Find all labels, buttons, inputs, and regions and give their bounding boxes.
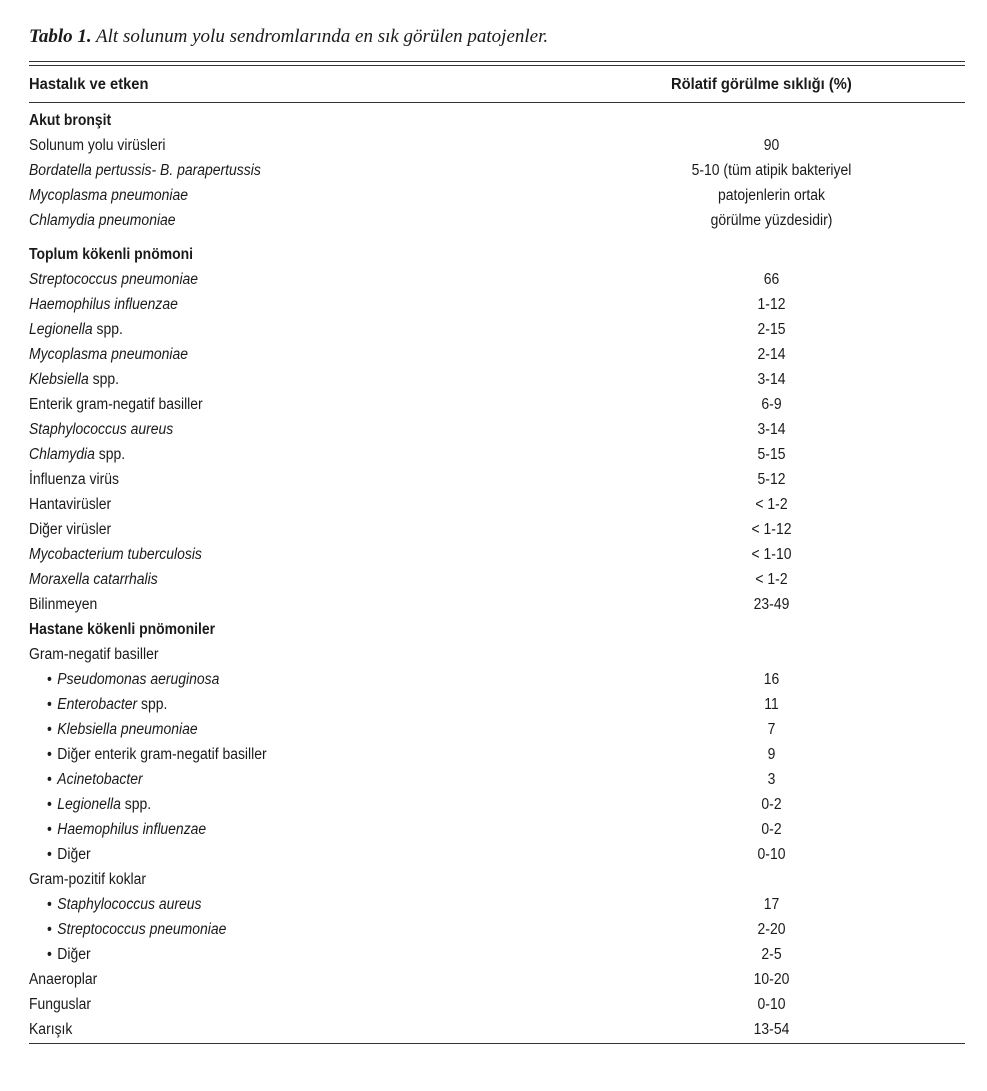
frequency-value: 16 bbox=[763, 671, 780, 688]
name-text: Diğer bbox=[57, 946, 91, 963]
name-text: Gram-pozitif koklar bbox=[29, 871, 147, 888]
table-row bbox=[29, 183, 965, 208]
name-text: Hastane kökenli pnömoniler bbox=[29, 621, 216, 638]
pathogen-name bbox=[47, 842, 91, 867]
pathogen-name bbox=[29, 642, 158, 667]
frequency-value: < 1-12 bbox=[751, 521, 792, 538]
frequency-value: 2-14 bbox=[757, 346, 786, 363]
species-name: Staphylococcus aureus bbox=[29, 421, 174, 438]
table-row bbox=[29, 442, 965, 467]
pathogen-name bbox=[47, 692, 167, 717]
bullet-icon: • bbox=[47, 771, 52, 788]
pathogen-name bbox=[29, 592, 97, 617]
table-row bbox=[29, 517, 965, 542]
species-name: Mycobacterium tuberculosis bbox=[29, 546, 202, 563]
section-heading bbox=[29, 617, 215, 642]
species-name: Legionella bbox=[57, 796, 121, 813]
table-row bbox=[29, 667, 965, 692]
section-heading bbox=[29, 108, 111, 133]
frequency-value: 0-10 bbox=[757, 996, 786, 1013]
table-row bbox=[29, 992, 965, 1017]
table-row bbox=[29, 817, 965, 842]
column-header-disease: Hastalık ve etken bbox=[29, 76, 149, 93]
name-suffix: spp. bbox=[137, 696, 168, 713]
pathogen-name bbox=[29, 417, 173, 442]
name-text: Anaeroplar bbox=[29, 971, 98, 988]
pathogen-name bbox=[47, 892, 202, 917]
pathogen-name bbox=[47, 817, 206, 842]
pathogen-name bbox=[29, 567, 158, 592]
frequency-value: 9 bbox=[767, 746, 776, 763]
top-rule-2 bbox=[29, 65, 965, 66]
top-rule-1 bbox=[29, 61, 965, 62]
bullet-icon: • bbox=[47, 796, 52, 813]
species-name: Pseudomonas aeruginosa bbox=[57, 671, 220, 688]
name-text: Hantavirüsler bbox=[29, 496, 112, 513]
pathogen-name bbox=[29, 342, 188, 367]
name-text: Diğer enterik gram-negatif basiller bbox=[57, 746, 267, 763]
bottom-rule bbox=[29, 1043, 965, 1044]
name-text: Enterik gram-negatif basiller bbox=[29, 396, 203, 413]
species-name: Mycoplasma pneumoniae bbox=[29, 187, 188, 204]
name-suffix: spp. bbox=[94, 446, 126, 463]
frequency-value: 1-12 bbox=[757, 296, 786, 313]
table-row bbox=[29, 492, 965, 517]
table-row bbox=[29, 392, 965, 417]
section-heading-row bbox=[29, 617, 965, 642]
pathogen-name bbox=[47, 917, 226, 942]
bullet-icon: • bbox=[47, 671, 52, 688]
frequency-value: < 1-2 bbox=[755, 496, 788, 513]
frequency-value: 23-49 bbox=[753, 596, 790, 613]
frequency-value: 11 bbox=[764, 696, 779, 713]
header-rule bbox=[29, 102, 965, 103]
frequency-value: < 1-10 bbox=[751, 546, 792, 563]
bullet-icon: • bbox=[47, 846, 52, 863]
table-row bbox=[29, 892, 965, 917]
frequency-value: 3-14 bbox=[757, 421, 786, 438]
table-row bbox=[29, 1017, 965, 1042]
name-text: Bilinmeyen bbox=[29, 596, 98, 613]
table-row bbox=[29, 792, 965, 817]
species-name: Bordatella pertussis- B. parapertussis bbox=[29, 162, 261, 179]
section-heading-row bbox=[29, 242, 965, 267]
pathogen-name bbox=[47, 667, 219, 692]
table-row bbox=[29, 917, 965, 942]
table-row bbox=[29, 467, 965, 492]
table-body bbox=[29, 108, 965, 1042]
frequency-value: 5-10 (tüm atipik bakteriyel bbox=[691, 162, 852, 179]
species-name: Enterobacter bbox=[57, 696, 138, 713]
pathogen-name bbox=[29, 367, 119, 392]
species-name: Staphylococcus aureus bbox=[57, 896, 202, 913]
species-name: Chlamydia bbox=[29, 446, 95, 463]
table-row bbox=[29, 292, 965, 317]
pathogen-name bbox=[29, 392, 203, 417]
section-heading bbox=[29, 242, 193, 267]
pathogen-name bbox=[47, 767, 143, 792]
pathogen-name bbox=[29, 183, 188, 208]
frequency-value: < 1-2 bbox=[755, 571, 788, 588]
table-row bbox=[29, 717, 965, 742]
name-text: Solunum yolu virüsleri bbox=[29, 137, 166, 154]
pathogen-name bbox=[29, 158, 261, 183]
section-heading-row bbox=[29, 108, 965, 133]
frequency-value: 66 bbox=[763, 271, 780, 288]
frequency-value: 2-15 bbox=[757, 321, 786, 338]
frequency-value: 17 bbox=[763, 896, 780, 913]
table-caption bbox=[29, 26, 548, 48]
pathogen-name bbox=[47, 792, 151, 817]
table-row bbox=[29, 542, 965, 567]
pathogen-name bbox=[29, 492, 111, 517]
pathogen-name bbox=[47, 942, 91, 967]
pathogen-name bbox=[47, 742, 267, 767]
frequency-value: 6-9 bbox=[761, 396, 782, 413]
frequency-value: 0-2 bbox=[761, 796, 782, 813]
bullet-icon: • bbox=[47, 821, 52, 838]
name-suffix: spp. bbox=[120, 796, 152, 813]
table-row bbox=[29, 692, 965, 717]
table-row bbox=[29, 767, 965, 792]
table-row bbox=[29, 867, 965, 892]
frequency-value: 3-14 bbox=[757, 371, 786, 388]
pathogen-name bbox=[29, 208, 176, 233]
frequency-value: 0-10 bbox=[757, 846, 786, 863]
name-text: Diğer bbox=[57, 846, 91, 863]
frequency-value: görülme yüzdesidir) bbox=[710, 212, 833, 229]
pathogen-name bbox=[29, 292, 178, 317]
frequency-value: 13-54 bbox=[753, 1021, 790, 1038]
table-row bbox=[29, 133, 965, 158]
table-row bbox=[29, 592, 965, 617]
table-row bbox=[29, 942, 965, 967]
species-name: Acinetobacter bbox=[57, 771, 143, 788]
name-text: Gram-negatif basiller bbox=[29, 646, 159, 663]
bullet-icon: • bbox=[47, 921, 52, 938]
pathogen-name bbox=[29, 267, 198, 292]
pathogen-name bbox=[29, 133, 165, 158]
table-row bbox=[29, 842, 965, 867]
table-row bbox=[29, 967, 965, 992]
pathogen-name bbox=[29, 992, 91, 1017]
species-name: Mycoplasma pneumoniae bbox=[29, 346, 188, 363]
caption-text: Alt solunum yolu sendromlarında en sık görülen patojenler. bbox=[91, 26, 549, 47]
table-row bbox=[29, 742, 965, 767]
table-row bbox=[29, 342, 965, 367]
table-row bbox=[29, 317, 965, 342]
pathogen-name bbox=[29, 517, 111, 542]
species-name: Moraxella catarrhalis bbox=[29, 571, 158, 588]
bullet-icon: • bbox=[47, 946, 52, 963]
table-row bbox=[29, 567, 965, 592]
bullet-icon: • bbox=[47, 696, 52, 713]
frequency-value: 5-12 bbox=[757, 471, 786, 488]
table-row bbox=[29, 417, 965, 442]
frequency-value: 2-5 bbox=[761, 946, 782, 963]
name-text: Diğer virüsler bbox=[29, 521, 112, 538]
bullet-icon: • bbox=[47, 721, 52, 738]
table-row bbox=[29, 642, 965, 667]
table-row bbox=[29, 158, 965, 183]
frequency-value: 90 bbox=[763, 137, 780, 154]
column-header-frequency: Rölatif görülme sıklığı (%) bbox=[671, 76, 852, 93]
pathogen-name bbox=[29, 467, 119, 492]
table-row bbox=[29, 367, 965, 392]
name-text: Akut bronşit bbox=[29, 112, 112, 129]
frequency-value: 7 bbox=[767, 721, 776, 738]
species-name: Streptococcus pneumoniae bbox=[29, 271, 199, 288]
bullet-icon: • bbox=[47, 746, 52, 763]
frequency-value: 2-20 bbox=[757, 921, 786, 938]
frequency-value: 3 bbox=[767, 771, 776, 788]
species-name: Legionella bbox=[29, 321, 93, 338]
pathogen-name bbox=[29, 867, 146, 892]
name-text: Karışık bbox=[29, 1021, 73, 1038]
name-suffix: spp. bbox=[92, 321, 123, 338]
pathogen-name bbox=[29, 317, 123, 342]
pathogen-name bbox=[29, 967, 97, 992]
name-text: Funguslar bbox=[29, 996, 92, 1013]
name-suffix: spp. bbox=[88, 371, 119, 388]
bullet-icon: • bbox=[47, 896, 52, 913]
caption-label: Tablo 1. bbox=[29, 26, 92, 47]
pathogen-name bbox=[29, 442, 125, 467]
name-text: İnfluenza virüs bbox=[29, 471, 119, 488]
name-text: Toplum kökenli pnömoni bbox=[29, 246, 194, 263]
species-name: Klebsiella pneumoniae bbox=[57, 721, 198, 738]
table-row bbox=[29, 267, 965, 292]
species-name: Haemophilus influenzae bbox=[29, 296, 178, 313]
frequency-value: patojenlerin ortak bbox=[717, 187, 826, 204]
species-name: Klebsiella bbox=[29, 371, 89, 388]
pathogen-name bbox=[47, 717, 198, 742]
table-row bbox=[29, 208, 965, 233]
species-name: Haemophilus influenzae bbox=[57, 821, 207, 838]
species-name: Chlamydia pneumoniae bbox=[29, 212, 176, 229]
frequency-value: 0-2 bbox=[761, 821, 782, 838]
pathogen-name bbox=[29, 1017, 72, 1042]
frequency-value: 10-20 bbox=[753, 971, 790, 988]
species-name: Streptococcus pneumoniae bbox=[57, 921, 227, 938]
pathogen-name bbox=[29, 542, 202, 567]
frequency-value: 5-15 bbox=[757, 446, 786, 463]
